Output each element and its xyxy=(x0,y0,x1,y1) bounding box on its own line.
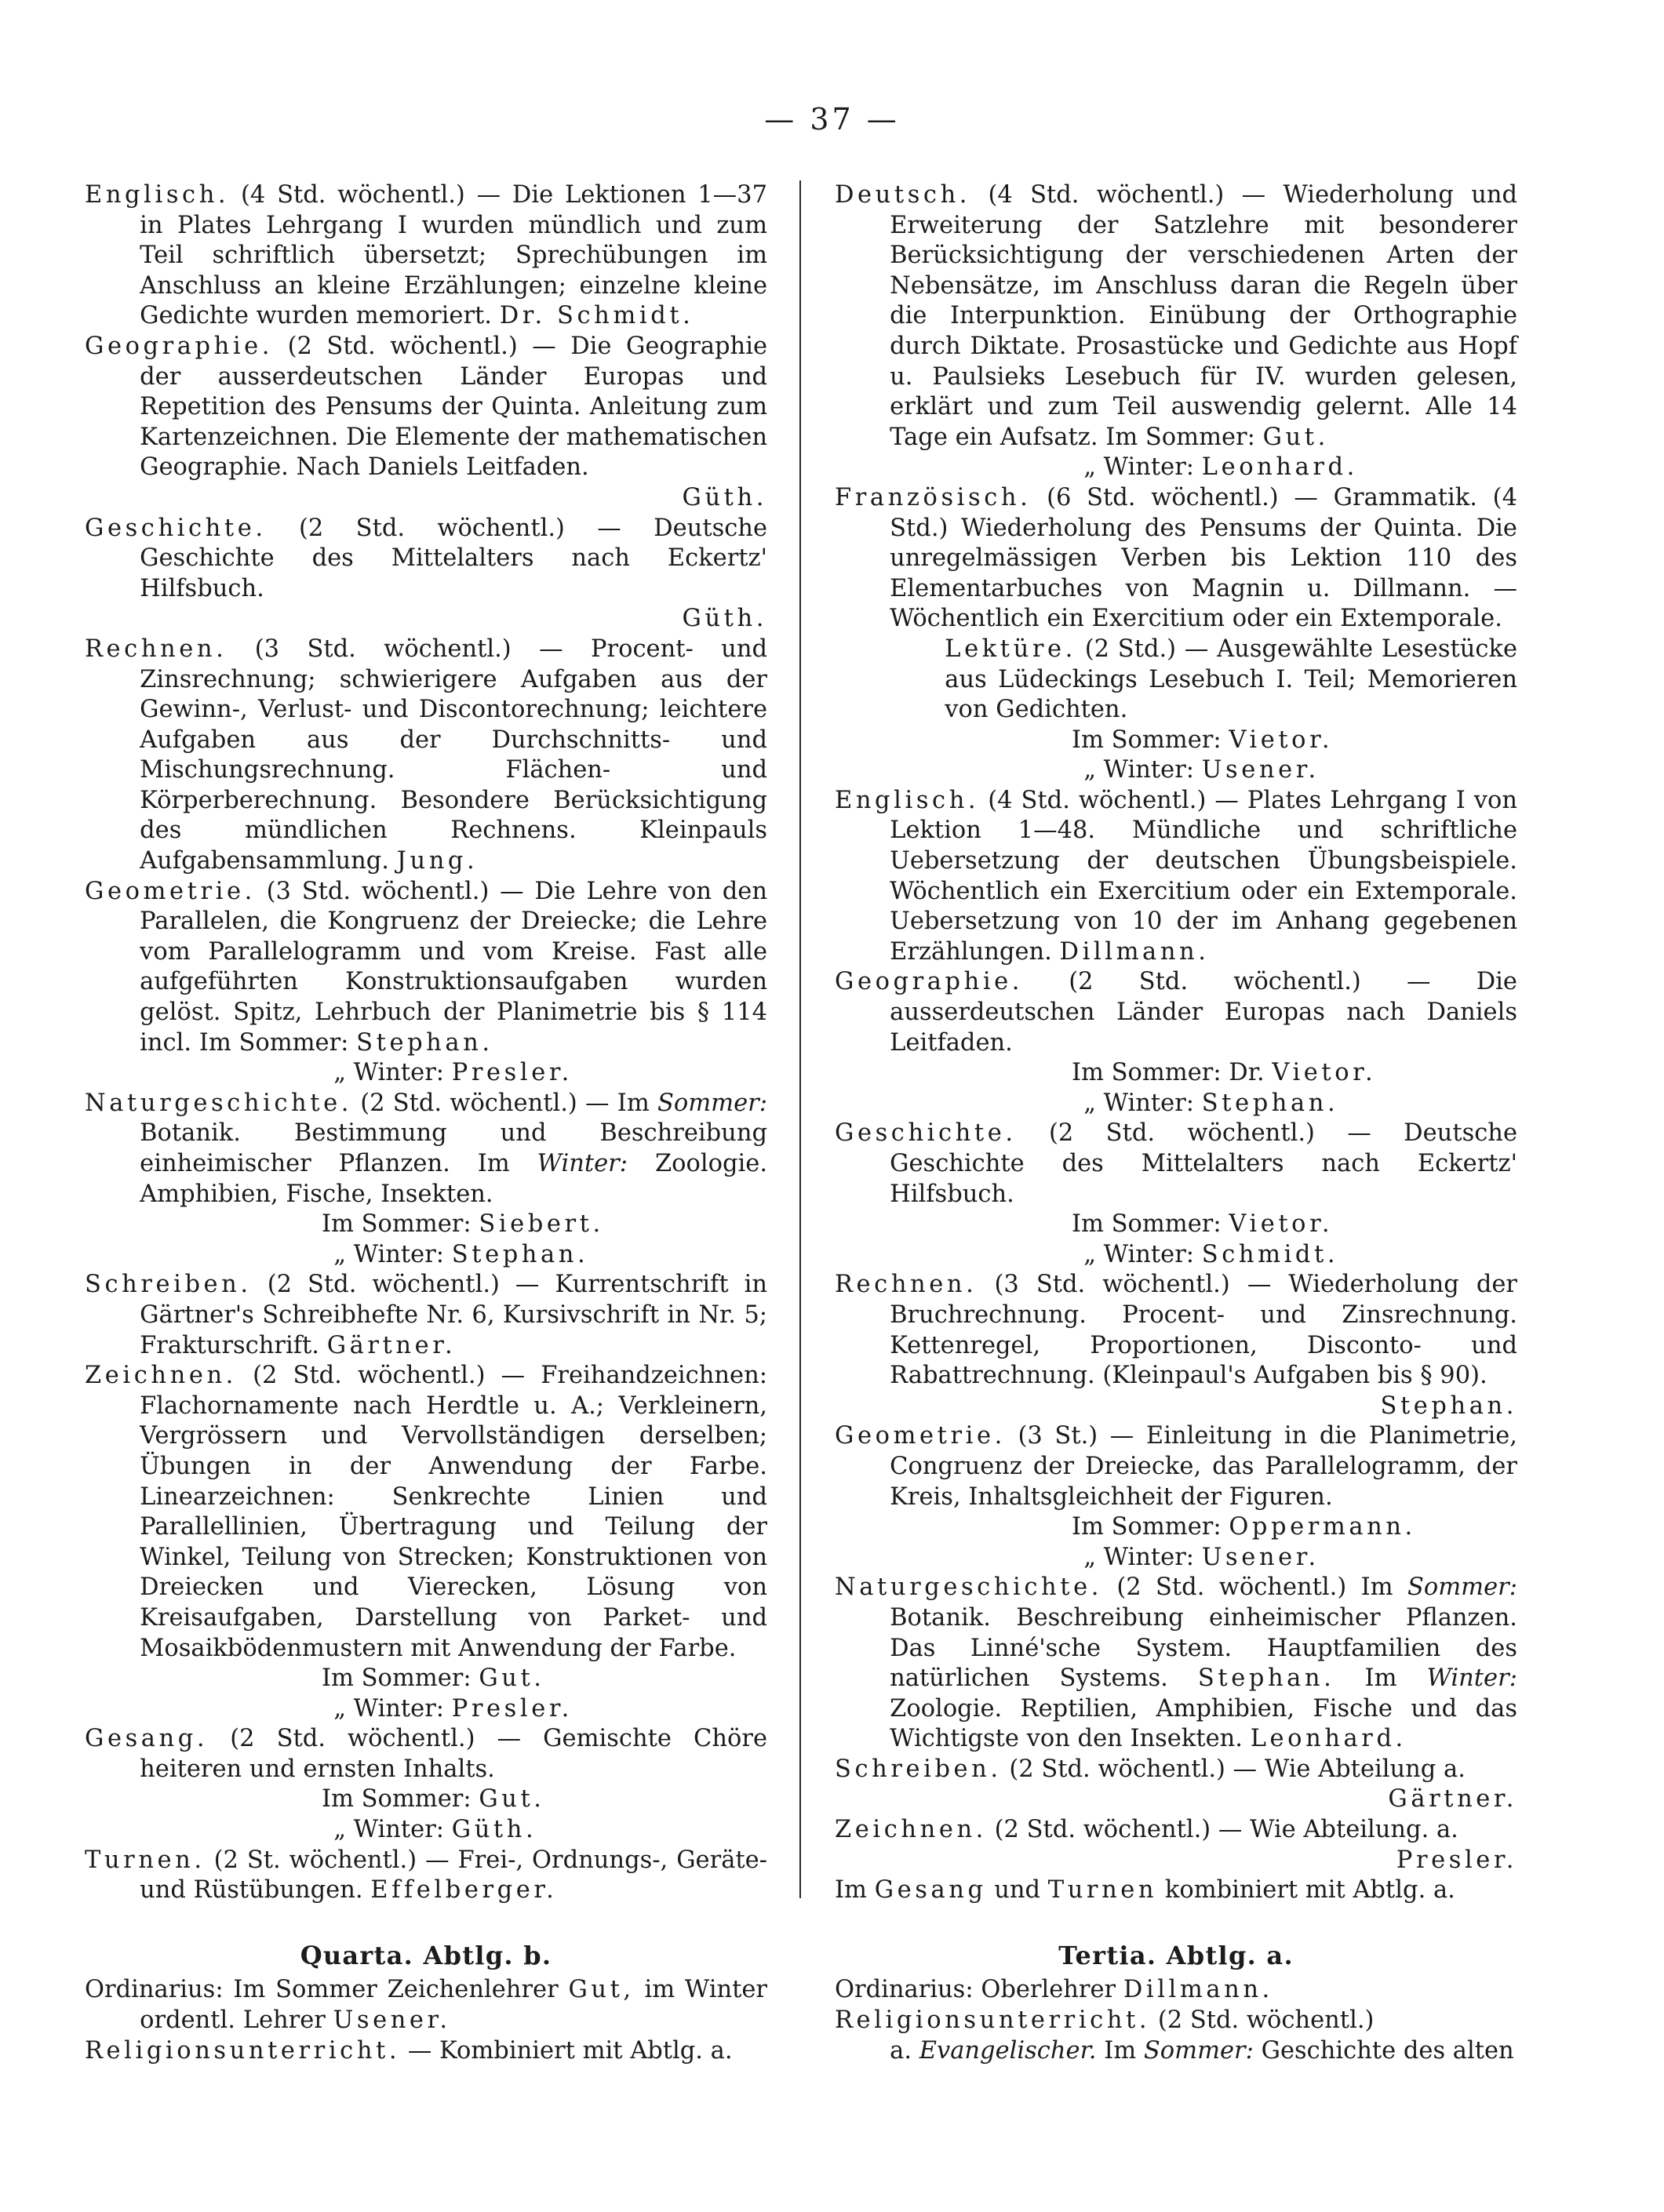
entry-text: (3 Std. wöchentl.) — Die Lehre von den Parallelen, die Kongruenz der Dreiecke; die Lehre vom Parallelogramm und vom Kreise. Fast alle aufgeführten Konstruktionsaufgaben wurden gelöst. Spitz, Lehrbuch der Planimetrie bis § 114 incl. xyxy=(140,877,767,1057)
entry-text: und xyxy=(994,1876,1041,1905)
winter-line xyxy=(890,1543,1517,1574)
subject-title: Zeichnen. xyxy=(85,1362,237,1390)
winter-label: „ Winter: xyxy=(333,1816,445,1844)
subject-title: Zeichnen. xyxy=(835,1816,987,1844)
entry-text: (3 St.) — Einleitung in die Planimetrie, Congruenz der Dreiecke, das Parallelogramm, der Kreis, Inhaltsgleichheit der Figuren. xyxy=(890,1422,1517,1511)
subject-title: Schreiben. xyxy=(835,1755,1002,1783)
entry-text: (2 Std. wöchentl.) xyxy=(1157,2006,1375,2035)
entry-deutsch xyxy=(835,180,1517,483)
entry-geographie xyxy=(85,332,767,514)
season-winter: Winter: xyxy=(1426,1664,1517,1693)
section-heading-quarta: Quarta. Abtlg. b. xyxy=(300,1940,552,1970)
entry-text: (2 Std. wöchentl.) — Deutsche Geschichte des Mittelalters nach Eckertz' Hilfsbuch. xyxy=(140,514,768,602)
ordinarius-label: Ordinarius: xyxy=(85,1976,224,2004)
subject-title: Englisch. xyxy=(85,181,230,209)
subject-title: Geschichte. xyxy=(835,1119,1017,1148)
entry-zeichnen xyxy=(835,1815,1517,1875)
subject-title: Geschichte. xyxy=(85,514,267,542)
subject-title: Turnen. xyxy=(85,1846,206,1874)
entry-rechnen xyxy=(835,1270,1517,1421)
summer-teacher: Vietor. xyxy=(1229,726,1334,754)
winter-teacher: Stephan. xyxy=(451,1240,589,1268)
subject-title: Englisch. xyxy=(835,786,980,814)
teacher-name: Stephan. xyxy=(1380,1392,1517,1420)
entry-gesang xyxy=(85,1724,767,1845)
section-heading-tertia: Tertia. Abtlg. a. xyxy=(1058,1940,1294,1970)
winter-label: „ Winter: xyxy=(1083,1543,1195,1571)
entry-schreiben xyxy=(835,1755,1517,1815)
subject-title: Schreiben. xyxy=(85,1271,252,1299)
winter-teacher: Güth. xyxy=(451,1816,537,1844)
teacher-name: Güth. xyxy=(682,483,767,511)
summer-label: Im Sommer: xyxy=(1071,1513,1222,1541)
column-divider xyxy=(799,180,801,1898)
summer-teacher: Stephan. xyxy=(356,1028,493,1057)
entry-text: (3 Std. wöchentl.) — Wiederholung der Bruchrechnung. Procent- und Zinsrechnung. Kettenregel, Proportionen, Disconto- und Rabattrechnung. (Kleinpaul's Aufgaben bis § 90). xyxy=(890,1271,1517,1390)
summer-label: Im Sommer: xyxy=(321,1664,472,1693)
subject-title: Rechnen. xyxy=(85,635,228,663)
entry-geometrie xyxy=(835,1421,1517,1573)
winter-label: „ Winter: xyxy=(1083,1240,1195,1268)
winter-line xyxy=(140,1058,767,1089)
entry-naturgeschichte xyxy=(835,1573,1517,1755)
entry-text: (2 Std. wöchentl.) — Gemischte Chöre heiteren und ernsten Inhalts. xyxy=(140,1725,767,1783)
teacher-name: Güth. xyxy=(682,605,767,633)
subject-title: Rechnen. xyxy=(835,1271,978,1299)
entry-geographie xyxy=(835,967,1517,1119)
subject-title: Gesang xyxy=(874,1876,987,1905)
winter-teacher: Usener. xyxy=(1201,1543,1320,1571)
winter-line xyxy=(890,1089,1517,1119)
summer-line xyxy=(140,1210,767,1240)
winter-line xyxy=(890,453,1517,483)
summer-teacher: Siebert. xyxy=(479,1210,604,1239)
winter-label: „ Winter: xyxy=(333,1059,445,1087)
teacher-name: Gut, xyxy=(568,1976,635,2004)
entry-text: Im xyxy=(835,1876,867,1905)
teacher-name: Effelberger. xyxy=(370,1876,558,1905)
summer-line xyxy=(890,1058,1517,1089)
entry-text: Botanik. Beschreibung einheimischer Pflanzen. Das Linné'sche System. Hauptfamilien des natürlichen Systems. xyxy=(890,1603,1517,1693)
entry-religion xyxy=(85,2036,767,2067)
teacher-name: Presler. xyxy=(1396,1846,1517,1874)
subject-title: Turnen xyxy=(1047,1876,1158,1905)
teacher-name: Dr. Schmidt. xyxy=(499,302,694,330)
entry-text: (2 Std. wöchentl.) Im xyxy=(1116,1574,1393,1602)
subject-title: Geometrie. xyxy=(835,1422,1006,1450)
entry-text: (3 Std. wöchentl.) — Procent- und Zinsrechnung; schwierigere Aufgaben aus der Gewinn-, Verlust- und Discontorechnung; leichtere Aufgaben aus der Durchschnitts- und Mischungsrechnung. Flächen- und Körperberechnung. Besondere Berücksichtigung des mündlichen Rechnens. Kleinpauls Aufgabensammlung. xyxy=(140,635,767,875)
teacher-name: Dillmann. xyxy=(1123,1976,1273,2004)
subject-title: Religionsunterricht. xyxy=(85,2036,401,2065)
right-column xyxy=(835,180,1517,2066)
subject-title: Französisch. xyxy=(835,483,1032,511)
entry-ordinarius xyxy=(85,1975,767,2036)
subject-title: Religionsunterricht. xyxy=(835,2006,1151,2035)
summer-label: Im Sommer: xyxy=(198,1028,349,1057)
summer-label: Im Sommer: Dr. xyxy=(1071,1059,1265,1087)
entry-zeichnen xyxy=(85,1361,767,1724)
summer-label: Im Sommer: xyxy=(321,1210,472,1239)
entry-text: kombiniert mit Abtlg. a. xyxy=(1164,1876,1455,1905)
winter-teacher: Presler. xyxy=(451,1059,573,1087)
entry-englisch xyxy=(835,786,1517,968)
entry-turnen xyxy=(85,1846,767,1906)
winter-line xyxy=(140,1815,767,1846)
entry-englisch xyxy=(85,180,767,332)
entry-text: (2 Std. wöchentl.) — Deutsche Geschichte des Mittelalters nach Eckertz' Hilfsbuch. xyxy=(890,1119,1518,1208)
lektuere-label: Lektüre. xyxy=(945,635,1076,663)
entry-text: Im Sommer Zeichenlehrer xyxy=(233,1976,559,2004)
summer-line xyxy=(140,1785,767,1815)
summer-teacher: Gut. xyxy=(479,1664,545,1693)
winter-teacher: Schmidt. xyxy=(1201,1240,1339,1268)
winter-line xyxy=(140,1694,767,1725)
entry-text: (4 Std. wöchentl.) — Die Lektionen 1—37 in Plates Lehrgang I wurden mündlich und zum Teil schriftlich übersetzt; Sprechübungen im Anschluss an kleine Erzählungen; einzelne kleine Gedichte wurden memoriert. xyxy=(140,181,767,330)
season-summer: Sommer: xyxy=(657,1089,768,1117)
summer-label: Im Sommer: xyxy=(1071,726,1222,754)
entry-rechnen xyxy=(85,635,767,877)
entry-text: (2 Std. wöchentl.) — Die Geographie der ausserdeutschen Länder Europas und Repetition des Pensums der Quinta. Anleitung zum Kartenzeichnen. Die Elemente der mathematischen Geographie. Nach Daniels Leitfaden. xyxy=(140,332,767,482)
summer-line xyxy=(890,1210,1517,1240)
summer-line xyxy=(140,1664,767,1694)
winter-label: „ Winter: xyxy=(1083,1089,1195,1117)
winter-label: „ Winter: xyxy=(1083,756,1195,784)
entry-franzoesisch xyxy=(835,483,1517,786)
entry-geschichte xyxy=(835,1119,1517,1270)
subject-title: Naturgeschichte. xyxy=(85,1089,352,1117)
entry-text: (2 Std. wöchentl.) — Wie Abteilung a. xyxy=(1009,1755,1466,1783)
summer-teacher: Oppermann. xyxy=(1229,1513,1416,1541)
winter-teacher: Usener. xyxy=(1201,756,1320,784)
subject-title: Deutsch. xyxy=(835,181,971,209)
teacher-name: Gärtner. xyxy=(1388,1785,1517,1814)
entry-text: (6 Std. wöchentl.) — Grammatik. (4 Std.) Wiederholung des Pensums der Quinta. Die unregelmässigen Verben bis Lektion 110 des Elementarbuches von Magnin u. Dillmann. — Wöchentlich ein Exercitium oder ein Extemporale. xyxy=(890,483,1517,633)
subject-title: Geographie. xyxy=(835,968,1024,996)
entry-text: Im xyxy=(1104,2036,1137,2065)
winter-label: „ Winter: xyxy=(1083,453,1195,482)
entry-text: (2 Std.) — Ausgewählte Lesestücke aus Lüdeckings Lesebuch I. Teil; Memorieren von Gedichten. xyxy=(945,635,1517,724)
sub-marker: a. xyxy=(890,2036,912,2065)
entry-ordinarius xyxy=(835,1975,1517,2006)
entry-text: (2 Std. wöchentl.) — Im xyxy=(360,1089,650,1117)
entry-text: Zoologie. Reptilien, Amphibien, Fische und das Wichtigste von den Insekten. xyxy=(890,1694,1517,1753)
entry-religion xyxy=(835,2006,1517,2036)
ordinarius-label: Ordinarius: xyxy=(835,1976,974,2004)
entry-text: Botanik. Bestimmung und Beschreibung einheimischer Pflanzen. Im xyxy=(140,1119,767,1177)
lektuere-line xyxy=(890,635,1517,726)
subject-title: Geographie. xyxy=(85,332,274,360)
teacher-name: Stephan. xyxy=(1197,1664,1335,1693)
entry-text: Zoologie. Amphibien, Fische, Insekten. xyxy=(140,1150,768,1208)
subject-title: Gesang. xyxy=(85,1725,209,1753)
entry-text: (2 St. wöchentl.) — Frei-, Ordnungs-, Geräte- und Rüstübungen. xyxy=(140,1846,767,1905)
teacher-name: Dillmann. xyxy=(1059,937,1210,966)
summer-label: Im Sommer: xyxy=(321,1785,472,1814)
teacher-name: Jung. xyxy=(396,847,479,875)
teacher-name: Leonhard. xyxy=(1250,1725,1407,1753)
season-summer: Sommer: xyxy=(1143,2036,1254,2065)
teacher-name: Usener. xyxy=(333,2006,451,2035)
entry-text: — Kombiniert mit Abtlg. a. xyxy=(407,2036,733,2065)
subject-title: Geometrie. xyxy=(85,877,256,905)
winter-label: „ Winter: xyxy=(333,1694,445,1723)
season-winter: Winter: xyxy=(537,1150,628,1177)
sub-label: Evangelischer. xyxy=(919,2036,1097,2065)
season-summer: Sommer: xyxy=(1407,1574,1517,1602)
winter-line xyxy=(140,1240,767,1271)
teacher-name: Gärtner. xyxy=(326,1331,457,1359)
entry-kombiniert xyxy=(835,1875,1517,1906)
winter-teacher: Stephan. xyxy=(1201,1089,1339,1117)
summer-teacher: Vietor. xyxy=(1272,1059,1377,1087)
page-number: — 37 — xyxy=(764,102,900,136)
entry-text: (2 Std. wöchentl.) — Wie Abteilung. a. xyxy=(994,1816,1458,1844)
entry-religion-sub-a xyxy=(835,2036,1517,2067)
summer-line xyxy=(890,1512,1517,1543)
winter-label: „ Winter: xyxy=(333,1240,445,1268)
winter-teacher: Leonhard. xyxy=(1201,453,1358,482)
entry-text: im Winter ordentl. Lehrer xyxy=(140,1976,767,2035)
entry-geometrie xyxy=(85,877,767,1089)
entry-geschichte xyxy=(85,514,767,635)
entry-text: Im xyxy=(1364,1664,1397,1693)
entry-text: (2 Std. wöchentl.) — Die ausserdeutschen Länder Europas nach Daniels Leitfaden. xyxy=(890,968,1517,1057)
summer-label: Im Sommer: xyxy=(1071,1210,1222,1239)
winter-line xyxy=(890,755,1517,786)
left-column xyxy=(85,180,767,2066)
entry-text: Geschichte des alten xyxy=(1261,2036,1514,2065)
summer-teacher: Gut. xyxy=(1262,423,1329,451)
entry-text: Oberlehrer xyxy=(981,1976,1116,2004)
entry-text: (4 Std. wöchentl.) — Plates Lehrgang I von Lektion 1—48. Mündliche und schriftliche Uebersetzung der deutschen Übungsbeispiele. Wöchentlich ein Exercitium oder ein Extemporale. Uebersetzung von 10 der im Anhang gegebenen Erzählungen. xyxy=(890,786,1518,966)
entry-text: (4 Std. wöchentl.) — Wiederholung und Erweiterung der Satzlehre mit besonderer Berücksichtigung der verschiedenen Arten der Nebensätze, im Anschluss daran die Regeln über die Interpunktion. Einübung der Orthographie durch Diktate. Prosastücke und Gedichte aus Hopf u. Paulsieks Lesebuch für IV. wurden gelesen, erklärt und zum Teil auswendig gelernt. Alle 14 Tage ein Aufsatz. Im Sommer: xyxy=(890,181,1518,451)
winter-teacher: Presler. xyxy=(451,1694,573,1723)
subject-title: Naturgeschichte. xyxy=(835,1574,1102,1602)
summer-line xyxy=(890,726,1517,756)
entry-naturgeschichte xyxy=(85,1089,767,1271)
entry-text: (2 Std. wöchentl.) — Freihandzeichnen: Flachornamente nach Herdtle u. A.; Verkleinern, Vergrössern und Vervollständigen derselben; Übungen in der Anwendung der Farbe. Linearzeichnen: Senkrechte Linien und Parallellinien, Übertragung und Teilung der Winkel, Teilung von Strecken; Konstruktionen von Dreiecken und Vierecken, Lösung von Kreisaufgaben, Darstellung von Parket- und Mosaikbödenmustern mit Anwendung der Farbe. xyxy=(140,1362,768,1662)
entry-schreiben xyxy=(85,1270,767,1361)
entry-text: (2 Std. wöchentl.) — Kurrentschrift in Gärtner's Schreibhefte Nr. 6, Kursivschrift in Nr. 5; Frakturschrift. xyxy=(140,1271,767,1359)
summer-teacher: Gut. xyxy=(479,1785,545,1814)
winter-line xyxy=(890,1240,1517,1271)
summer-teacher: Vietor. xyxy=(1229,1210,1334,1239)
